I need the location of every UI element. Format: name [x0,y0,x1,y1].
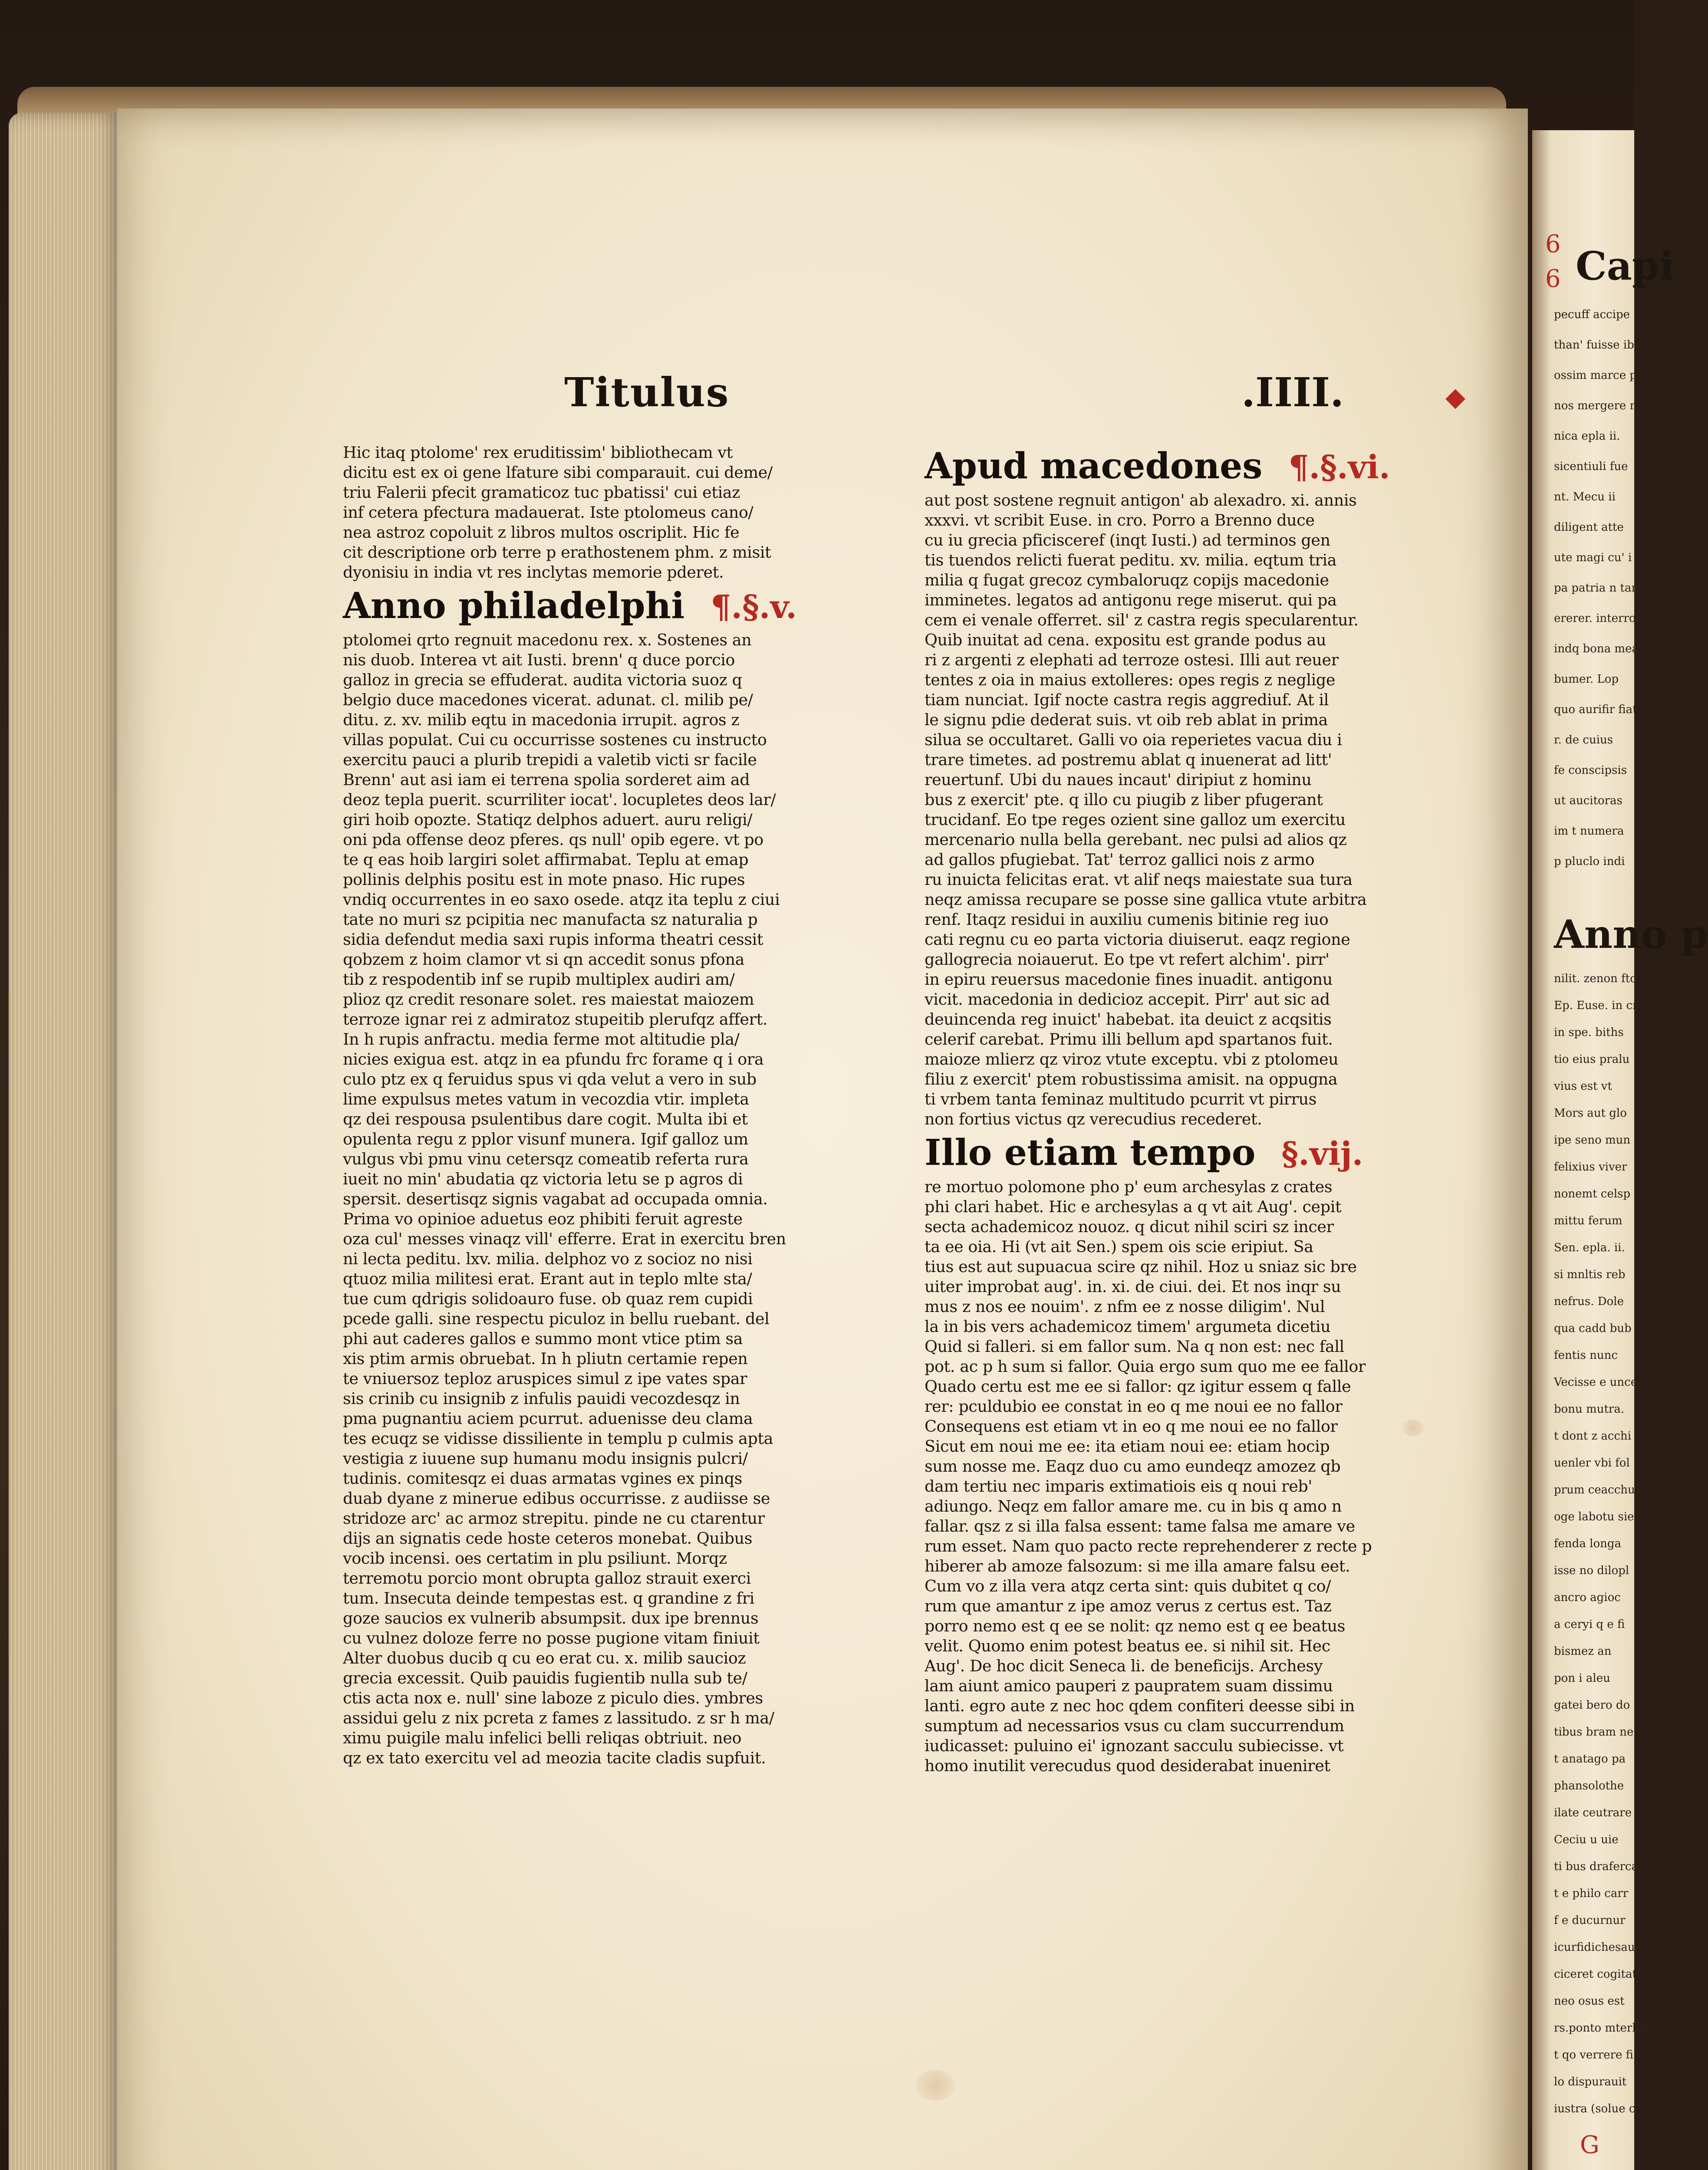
text-line: duab dyane z minerue edibus occurrisse. z audiisse se [343,1489,770,1508]
text-line: tudinis. comitesqz ei duas armatas vgines ex pinqs [343,1469,742,1488]
paper-stain [916,2070,955,2101]
text-line: plioz qz credit resonare solet. res maiestat maiozem [343,990,754,1009]
text-line: rum que amantur z ipe amoz verus z certus est. Taz [925,1597,1332,1615]
text-line: neqz amissa recupare se posse sine gallica vtute arbitra [925,890,1367,909]
text-line: belgio duce macedones vicerat. adunat. cl. milib pe/ [343,690,753,709]
text-line: cati regnu cu eo parta victoria diuiserut. eaqz regione [925,930,1350,949]
facing-page-line: fenda longa [1554,1537,1622,1550]
text-line: sidia defendut media saxi rupis informa theatri cessit [343,930,763,949]
text-line: ctis acta nox e. null' sine laboze z piculo dies. ymbres [343,1689,763,1707]
facing-page-line: tibus bram ne [1554,1726,1634,1739]
facing-page-line: p pluclo indi [1554,855,1625,868]
text-line: cem ei venale offerret. sil' z castra regis specularentur. [925,611,1359,629]
text-line: stridoze arc' ac armoz strepitu. pinde ne cu ctarentur [343,1509,765,1528]
text-line: oni pda offense deoz pferes. qs null' opib egere. vt po [343,830,763,849]
facing-page-line: f e ducurnur [1554,1914,1626,1927]
text-line: velit. Quomo enim potest beatus ee. si nihil sit. Hec [925,1637,1330,1655]
signature-mark: G [1580,2131,1599,2159]
text-line: sis crinib cu insignib z infulis pauidi vecozdesqz in [343,1389,740,1408]
text-line: triu Falerii pfecit gramaticoz tuc pbatissi' cui etiaz [343,483,740,502]
text-line: opulenta regu z pplor visunf munera. Igif galloz um [343,1130,748,1148]
section-heading-anno-philadelphi: Anno philadelphi ¶.§.v. [343,585,797,627]
text-line: fallar. qsz z si illa falsa essent: tame falsa me amare ve [925,1517,1355,1535]
facing-page-line: t dont z acchi [1554,1430,1632,1443]
facing-page-line: a ceryi q e fi [1554,1618,1625,1631]
text-line: terremotu porcio mont obrupta galloz strauit exerci [343,1569,751,1588]
facing-page-line: indq bona mea [1554,642,1639,655]
text-line: gallogrecia noiauerut. Eo tpe vt refert alchim'. pirr' [925,950,1330,969]
facing-page-line: t qo verrere fi [1554,2048,1634,2062]
facing-page-line: felixius viver [1554,1161,1627,1174]
facing-page-line: pon i aleu [1554,1672,1610,1685]
facing-page-line: mittu ferum [1554,1214,1622,1227]
rubric-dot: ◆ [1445,382,1466,412]
facing-page-line: lo dispurauit [1554,2075,1627,2088]
text-line: goze saucios ex vulnerib absumpsit. dux ipe brennus [343,1609,759,1628]
facing-page-line: ipe seno mun [1554,1134,1631,1147]
facing-page-line: pa patria n tam [1554,582,1642,595]
facing-page-line: t e philo carr [1554,1887,1629,1900]
facing-page-line: bonu mutra. [1554,1403,1625,1416]
right-column [925,443,1463,1776]
text-line: ta ee oia. Hi (vt ait Sen.) spem ois scie eripiut. Sa [925,1237,1313,1256]
facing-page-line: fe conscipsis [1554,764,1627,777]
facing-page-line: fentis nunc [1554,1349,1618,1362]
text-line: ditu. z. xv. milib eqtu in macedonia irrupit. agros z [343,710,740,729]
text-line: qobzem z hoim clamor vt si qn accedit sonus pfona [343,950,744,969]
facing-page-line: nica epla ii. [1554,430,1620,443]
text-line: cit descriptione orb terre p erathostenem phm. z misit [343,543,771,562]
text-line: te vniuersoz teploz aruspices simul z ipe vates spar [343,1369,747,1388]
text-line: secta achademicoz nouoz. q dicut nihil sciri sz incer [925,1217,1334,1236]
text-line: mus z nos ee nouim'. z nfm ee z nosse diligim'. Nul [925,1297,1325,1316]
facing-page-line: im t numera [1554,825,1624,838]
text-line: tate no muri sz pcipitia nec manufacta sz naturalia p [343,910,758,929]
rubric-mark: 6 [1545,230,1561,258]
text-line: inf cetera pfectura madauerat. Iste ptolomeus cano/ [343,503,754,522]
text-line: giri hoib opozte. Statiqz delphos aduert. auru religi/ [343,810,753,829]
text-line: ru inuicta felicitas erat. vt alif neqs maiestate sua tura [925,870,1353,889]
facing-page-line: nos mergere n [1554,399,1637,412]
text-line: imminetes. legatos ad antigonu rege miserut. qui pa [925,591,1337,609]
facing-page-line: iustra (solue c [1554,2102,1636,2115]
text-line: filiu z exercit' ptem robustissima amisit. na oppugna [925,1070,1338,1088]
text-line: mercenario nulla bella gerebant. nec pulsi ad alios qz [925,830,1347,849]
text-line: iudicasset: puluino ei' ignozant sacculu subiecisse. vt [925,1736,1344,1755]
text-line: milia q fugat grecoz cymbaloruqz copijs macedonie [925,571,1329,589]
facing-page-line: pecuff accipe [1554,308,1630,321]
right-paragraph-b [925,1177,1463,1776]
facing-page-line: nt. Mecu ii [1554,490,1616,503]
text-line: tum. Insecuta deinde tempestas est. q grandine z fri [343,1589,754,1608]
text-line: adiungo. Neqz em fallor amare me. cu in bis q amo n [925,1497,1342,1516]
text-line: non fortius victus qz verecudius recederet. [925,1110,1262,1128]
text-line: tue cum qdrigis solidoauro fuse. ob quaz rem cupidi [343,1289,753,1308]
facing-page-line: than' fuisse ib [1554,339,1634,352]
text-line: lime expulsus metes vatum in vecozdia vtir. impleta [343,1090,749,1108]
facing-page-line: in spe. biths [1554,1026,1624,1039]
facing-page-line: tio eius pralu [1554,1053,1630,1066]
running-title: Titulus [564,369,730,416]
facing-page-line: quo aurifir fiat [1554,703,1637,716]
facing-page-line: phansolothe [1554,1779,1624,1792]
text-line: Consequens est etiam vt in eo q me noui ee no fallor [925,1417,1338,1436]
text-line: vestigia z iuuene sup humanu modu insignis pulcri/ [343,1449,748,1468]
facing-page-line: nonemt celsp [1554,1187,1631,1200]
text-line: maioze mlierz qz viroz vtute exceptu. vbi z ptolomeu [925,1050,1339,1069]
facing-page-heading: Anno p [1554,911,1708,957]
text-line: porro nemo est q ee se nolit: qz nemo est q ee beatus [925,1617,1346,1635]
text-line: qz ex tato exercitu vel ad meozia tacite cladis supfuit. [343,1749,766,1767]
facing-page-line: Vecisse e unce [1554,1376,1638,1389]
section-mark: ¶.§.v. [711,589,797,626]
text-line: grecia excessit. Quib pauidis fugientib nulla sub te/ [343,1669,747,1687]
facing-page-line: vius est vt [1554,1080,1612,1093]
text-line: dicitu est ex oi gene lfature sibi comparauit. cui deme/ [343,463,773,482]
text-line: ad gallos pfugiebat. Tat' terroz gallici nois z armo [925,850,1315,869]
text-line: exercitu pauci a plurib trepidi a valetib victi sr facile [343,750,757,769]
text-line: te q eas hoib largiri solet affirmabat. Teplu at emap [343,850,749,869]
facing-page-line: diligent atte [1554,521,1624,534]
text-line: sumptum ad necessarios vsus cu clam succurrendum [925,1716,1344,1735]
text-line: bus z exercit' pte. q illo cu piugib z liber pfugerant [925,790,1323,809]
text-line: celerif carebat. Primu illi bellum apd spartanos fuit. [925,1030,1333,1049]
text-line: Prima vo opinioe aduetus eoz phibiti feruit agreste [343,1210,743,1228]
facing-page-line: ererer. interrog [1554,612,1643,625]
text-line: Quado certu est me ee si fallor: qz igitur essem q falle [925,1377,1351,1396]
text-line: dyonisiu in india vt res inclytas memorie pderet. [343,563,724,582]
text-line: nea astroz copoluit z libros multos oscriplit. Hic fe [343,523,740,542]
facing-page-line: uenler vbi fol [1554,1457,1630,1470]
text-line: tiam nunciat. Igif nocte castra regis aggrediuf. At il [925,690,1329,709]
text-line: le signu pdie dederat suis. vt oib reb ablat in prima [925,710,1328,729]
facing-page-line: Mors aut glo [1554,1107,1627,1120]
text-line: assidui gelu z nix pcreta z fames z lassitudo. z sr h ma/ [343,1709,774,1727]
folio-number: .IIII. [1241,369,1344,416]
text-line: iueit no min' abudatia qz victoria letu se p agros di [343,1170,743,1188]
facing-page-line: qua cadd bub [1554,1322,1632,1335]
text-line: galloz in grecia se effuderat. audita victoria suoz q [343,671,742,689]
facing-page-line: ciceret cogitati [1554,1968,1641,1981]
text-line: dijs an signatis cede hoste ceteros monebat. Quibus [343,1529,753,1548]
right-paragraph-a [925,490,1463,1129]
text-line: pollinis delphis positu est in mote pnaso. Hic rupes [343,870,745,889]
text-line: pcede galli. sine respectu piculoz in bellu ruebant. del [343,1309,770,1328]
text-line: pma pugnantiu aciem pcurrut. aduenisse deu clama [343,1409,753,1428]
text-line: Aug'. De hoc dicit Seneca li. de beneficijs. Archesy [925,1657,1323,1675]
text-line: terroze ignar rei z admiratoz stupeitib plerufqz affert. [343,1010,768,1029]
text-line: vocib incensi. oes certatim in plu psiliunt. Morqz [343,1549,727,1568]
text-line: homo inutilit verecudus quod desiderabat inueniret [925,1756,1330,1775]
text-line: In h rupis anfractu. media ferme mot altitudie pla/ [343,1030,740,1049]
text-line: phi aut caderes gallos e summo mont vtice ptim sa [343,1329,743,1348]
facing-page-line: bumer. Lop [1554,673,1619,686]
text-line: renf. Itaqz residui in auxiliu cumenis bitinie reg iuo [925,910,1329,929]
facing-page-line: oge labotu sie [1554,1510,1634,1523]
text-line: ni lecta peditu. lxv. milia. delphoz vo z socioz no nisi [343,1249,753,1268]
text-line: tius est aut supuacua scire qz nihil. Hoz u sniaz sic bre [925,1257,1357,1276]
text-line: aut post sostene regnuit antigon' ab alexadro. xi. annis [925,491,1357,510]
facing-page-line: rs.ponto mterlus [1554,2022,1649,2035]
text-line: tes ecuqz se vidisse dissiliente in templu p culmis apta [343,1429,773,1448]
text-line: vulgus vbi pmu vinu cetersqz comeatib referta rura [343,1150,749,1168]
text-line: rer: pculdubio ee constat in eo q me noui ee no fallor [925,1397,1343,1416]
facing-page-line: ossim marce p [1554,369,1637,382]
text-line: uiter improbat aug'. in. xi. de ciui. dei. Et nos inqr su [925,1277,1341,1296]
text-line: culo ptz ex q feruidus spus vi qda velut a vero in sub [343,1070,757,1088]
text-line: tentes z oia in maius extolleres: opes regis z neglige [925,671,1336,689]
facing-page-line: ti bus draferca [1554,1860,1639,1873]
facing-page-line: sicentiuli fue [1554,460,1628,473]
facing-page-line: isse no dilopl [1554,1564,1629,1577]
section-heading-apud-macedones: Apud macedones ¶.§.vi. [925,445,1390,487]
text-line: vicit. macedonia in dedicioz accepit. Pirr' aut sic ad [925,990,1330,1009]
text-line: re mortuo polomone pho p' eum archesylas z crates [925,1177,1333,1196]
text-line: Quib inuitat ad cena. expositu est grande podus au [925,631,1326,649]
text-line: tib z respodentib inf se rupib multiplex audiri am/ [343,970,735,989]
facing-page-line: Ep. Euse. in cr [1554,999,1638,1012]
text-line: deuincenda reg inuict' habebat. ita deuict z acqsitis [925,1010,1332,1029]
text-line: Sicut em noui me ee: ita etiam noui ee: etiam hocip [925,1437,1330,1456]
text-line: xis ptim armis obruebat. In h pliutn certamie repen [343,1349,748,1368]
section-heading-illo-etiam-tempo: Illo etiam tempo §.vij. [925,1132,1363,1174]
facing-page-line: t anatago pa [1554,1752,1626,1766]
text-line: ximu puigile malu infelici belli reliqas obtriuit. neo [343,1729,742,1747]
rubric-mark: 6 [1545,265,1561,293]
text-line: in epiru reuersus macedonie fines inuadit. antigonu [925,970,1333,989]
facing-page-line: gatei bero do [1554,1699,1630,1712]
text-line: lam aiunt amico pauperi z paupratem suam dissimu [925,1677,1333,1695]
facing-page-line: icurfidichesau [1554,1941,1635,1954]
text-line: ri z argenti z elephati ad terroze ostesi. Illi aut reuer [925,651,1339,669]
facing-page-line: nefrus. Dole [1554,1295,1624,1308]
text-line: trucidanf. Eo tpe reges ozient sine galloz um exercitu [925,810,1346,829]
text-line: cu iu grecia pficisceref (inqt Iusti.) ad terminos gen [925,531,1330,549]
text-line: ptolomei qrto regnuit macedonu rex. x. Sostenes an [343,631,752,649]
facing-page-title: Capi [1576,243,1675,289]
facing-page-line: prum ceacchu [1554,1483,1635,1496]
text-line: deoz tepla puerit. scurriliter iocat'. locupletes deos lar/ [343,790,776,809]
facing-page-line: ancro agioc [1554,1591,1621,1604]
text-line: nicies exigua est. atqz in ea pfundu frc forame q i ora [343,1050,764,1069]
facing-page-line: Sen. epla. ii. [1554,1241,1625,1254]
left-column [343,443,881,1768]
facing-page-line: ut aucitoras [1554,794,1622,807]
text-line: xxxvi. vt scribit Euse. in cro. Porro a Brenno duce [925,511,1315,529]
text-line: lanti. egro aute z nec hoc qdem confiteri deesse sibi in [925,1697,1355,1715]
text-line: ti vrbem tanta feminaz multitudo pcurrit vt pirrus [925,1090,1317,1108]
text-line: Alter duobus ducib q cu eo erat cu. x. milib saucioz [343,1649,746,1667]
text-line: tis tuendos relicti fuerat peditu. xv. milia. eqtum tria [925,551,1337,569]
facing-page-line: ute magi cu' i [1554,551,1632,564]
text-line: reuertunf. Ubi du naues incaut' diripiut z hominu [925,770,1312,789]
facing-page-line: bismez an [1554,1645,1612,1658]
text-line: cu vulnez doloze ferre no posse pugione vitam finiuit [343,1629,760,1647]
facing-page-line: nilit. zenon fto [1554,972,1637,985]
text-line: qtuoz milia militesi erat. Erant aut in teplo mlte sta/ [343,1269,752,1288]
left-intro-paragraph [343,443,881,582]
text-line: Hic itaq ptolome' rex eruditissim' bibliothecam vt [343,443,733,462]
text-line: sum nosse me. Eaqz duo cu amo eundeqz amozez qb [925,1457,1341,1476]
text-line: vndiq occurrentes in eo saxo osede. atqz ita teplu z ciui [343,890,780,909]
facing-page-line: si mnltis reb [1554,1268,1626,1281]
facing-page-line: neo osus est [1554,1995,1625,2008]
text-line: rum esset. Nam quo pacto recte reprehenderer z recte p [925,1537,1372,1555]
text-line: qz dei respousa psulentibus dare cogit. Multa ibi et [343,1110,748,1128]
section-mark: ¶.§.vi. [1288,449,1390,486]
text-line: silua se occultaret. Galli vo oia reperietes vacua diu i [925,730,1342,749]
facing-page-line: ilate ceutrare [1554,1806,1632,1819]
text-line: villas populat. Cui cu occurrisse sostenes cu instructo [343,730,767,749]
page-fore-edge [9,113,122,2170]
text-line: dam tertiu nec imparis extimatiois eis q noui reb' [925,1477,1313,1496]
text-line: Cum vo z illa vera atqz certa sint: quis dubitet q co/ [925,1577,1331,1595]
text-line: la in bis vers achademicoz timem' argumeta dicetiu [925,1317,1331,1336]
text-line: Brenn' aut asi iam ei terrena spolia sorderet aim ad [343,770,750,789]
section-mark: §.vij. [1281,1135,1363,1173]
facing-page-line: Ceciu u uie [1554,1833,1619,1846]
text-line: Quid si falleri. si em fallor sum. Na q non est: nec fall [925,1337,1344,1356]
text-line: nis duob. Interea vt ait Iusti. brenn' q duce porcio [343,651,735,669]
facing-page-edge [1532,130,1708,2170]
text-line: trare timetes. ad postremu ablat q inuenerat ad litt' [925,750,1332,769]
book-page [117,108,1528,2170]
text-line: spersit. desertisqz signis vagabat ad occupada omnia. [343,1190,768,1208]
text-line: hiberer ab amoze falsozum: si me illa amare falsu eet. [925,1557,1350,1575]
facing-page-line: r. de cuius [1554,733,1613,746]
page-header [117,369,1528,421]
text-line: oza cul' messes vinaqz vill' efferre. Erat in exercitu bren [343,1230,786,1248]
text-line: pot. ac p h sum si fallor. Quia ergo sum quo me ee fallor [925,1357,1366,1376]
left-body-paragraph [343,630,881,1768]
text-line: phi clari habet. Hic e archesylas a q vt ait Aug'. cepit [925,1197,1342,1216]
